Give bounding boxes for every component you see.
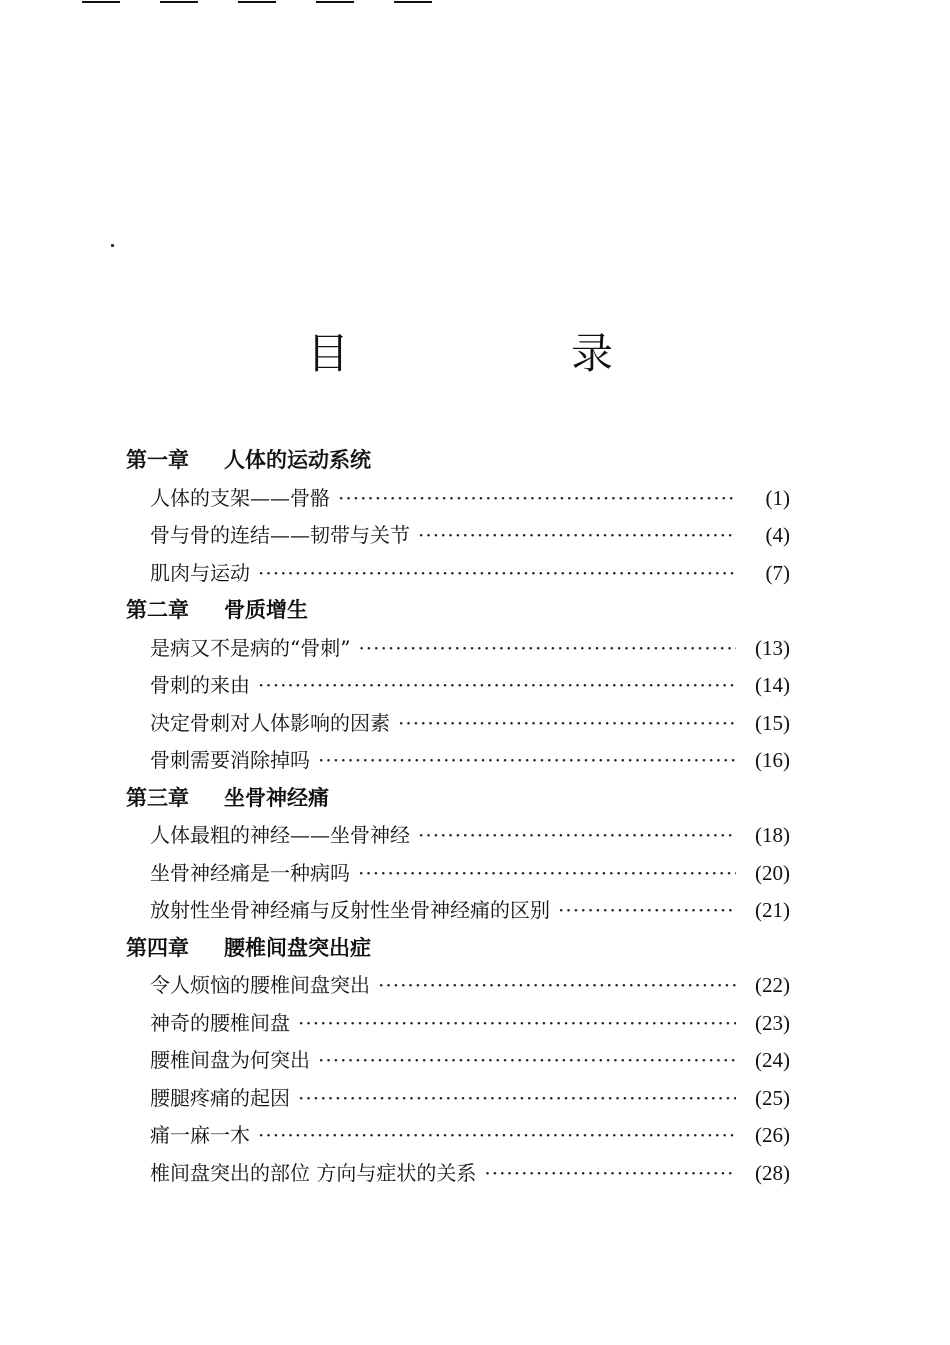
- entry-title: 是病又不是病的“骨刺”: [150, 635, 351, 660]
- page-number: (15): [755, 710, 790, 735]
- entry-title: 决定骨刺对人体影响的因素: [150, 710, 390, 735]
- page-number: (25): [755, 1085, 790, 1110]
- top-rule-1: [82, 1, 120, 3]
- dot-leader: [258, 1117, 736, 1155]
- toc-entry[interactable]: [126, 892, 790, 930]
- toc-entry[interactable]: [126, 555, 790, 593]
- dot-leader: [358, 855, 736, 893]
- entry-title: 放射性坐骨神经痛与反射性坐骨神经痛的区别: [150, 898, 550, 922]
- top-rule-4: [316, 1, 354, 3]
- chapter-heading: [126, 930, 790, 968]
- toc-entry[interactable]: [126, 817, 790, 855]
- dot-leader: [298, 1005, 736, 1043]
- dot-leader: [338, 480, 736, 518]
- chapter-number: 第四章: [126, 935, 189, 960]
- chapter-heading: [126, 592, 790, 630]
- page-number: (16): [755, 748, 790, 772]
- page-number: (28): [755, 1160, 790, 1185]
- page-number: (22): [755, 973, 790, 997]
- page-number: (18): [755, 823, 790, 847]
- dot-leader: [298, 1080, 736, 1118]
- entry-title: 肌肉与运动: [150, 560, 250, 585]
- toc-entry[interactable]: [126, 517, 790, 555]
- dot-leader: [358, 630, 736, 668]
- chapter-number: 第一章: [126, 448, 189, 472]
- entry-title: 腰腿疼痛的起因: [150, 1085, 290, 1110]
- dot-leader: [398, 705, 736, 743]
- toc-entry[interactable]: [126, 480, 790, 518]
- entry-title: 痛一麻一木: [150, 1123, 250, 1147]
- dot-leader: [258, 667, 736, 705]
- scan-speck: [111, 244, 114, 247]
- dot-leader: [318, 742, 736, 780]
- dot-leader: [258, 555, 736, 593]
- toc-entry[interactable]: [126, 705, 790, 743]
- chapter-name: 坐骨神经痛: [224, 785, 329, 810]
- top-rule-5: [394, 1, 432, 3]
- table-of-contents: [126, 442, 790, 1192]
- toc-entry[interactable]: [126, 630, 790, 668]
- entry-title: 腰椎间盘为何突出: [150, 1048, 310, 1072]
- toc-entry[interactable]: [126, 667, 790, 705]
- entry-title: 坐骨神经痛是一种病吗: [150, 860, 350, 885]
- entry-title: 人体的支架——骨骼: [150, 485, 330, 510]
- page-number: (13): [755, 635, 790, 660]
- chapter-heading: [126, 780, 790, 818]
- top-rule-2: [160, 1, 198, 3]
- page-number: (21): [755, 898, 790, 922]
- chapter-name: 人体的运动系统: [224, 448, 371, 472]
- toc-entry[interactable]: [126, 855, 790, 893]
- toc-entry[interactable]: [126, 1005, 790, 1043]
- page-number: (14): [755, 673, 790, 697]
- chapter-name: 骨质增生: [224, 598, 308, 622]
- toc-entry[interactable]: [126, 967, 790, 1005]
- dot-leader: [418, 517, 736, 555]
- page-number: (23): [755, 1010, 790, 1035]
- entry-title: 椎间盘突出的部位 方向与症状的关系: [150, 1160, 477, 1185]
- chapter-heading: [126, 442, 790, 480]
- dot-leader: [484, 1155, 736, 1193]
- entry-title: 骨刺需要消除掉吗: [150, 748, 310, 772]
- dot-leader: [558, 892, 736, 930]
- chapter-number: 第二章: [126, 598, 189, 622]
- chapter-name: 腰椎间盘突出症: [224, 935, 371, 960]
- page-number: (1): [765, 485, 790, 510]
- dot-leader: [318, 1042, 736, 1080]
- top-rule-3: [238, 1, 276, 3]
- toc-entry[interactable]: [126, 1155, 790, 1193]
- page-number: (4): [765, 523, 790, 547]
- toc-entry[interactable]: [126, 1042, 790, 1080]
- dot-leader: [418, 817, 736, 855]
- entry-title: 令人烦恼的腰椎间盘突出: [150, 973, 370, 997]
- page-number: (24): [755, 1048, 790, 1072]
- toc-entry[interactable]: [126, 1117, 790, 1155]
- entry-title: 骨与骨的连结——韧带与关节: [150, 523, 410, 547]
- page-title: 目 录: [306, 329, 703, 379]
- entry-title: 骨刺的来由: [150, 673, 250, 697]
- chapter-number: 第三章: [126, 785, 189, 810]
- dot-leader: [378, 967, 736, 1005]
- entry-title: 人体最粗的神经——坐骨神经: [150, 823, 410, 847]
- page-number: (20): [755, 860, 790, 885]
- page-number: (26): [755, 1123, 790, 1147]
- page-number: (7): [765, 560, 790, 585]
- entry-title: 神奇的腰椎间盘: [150, 1010, 290, 1035]
- toc-entry[interactable]: [126, 742, 790, 780]
- toc-entry[interactable]: [126, 1080, 790, 1118]
